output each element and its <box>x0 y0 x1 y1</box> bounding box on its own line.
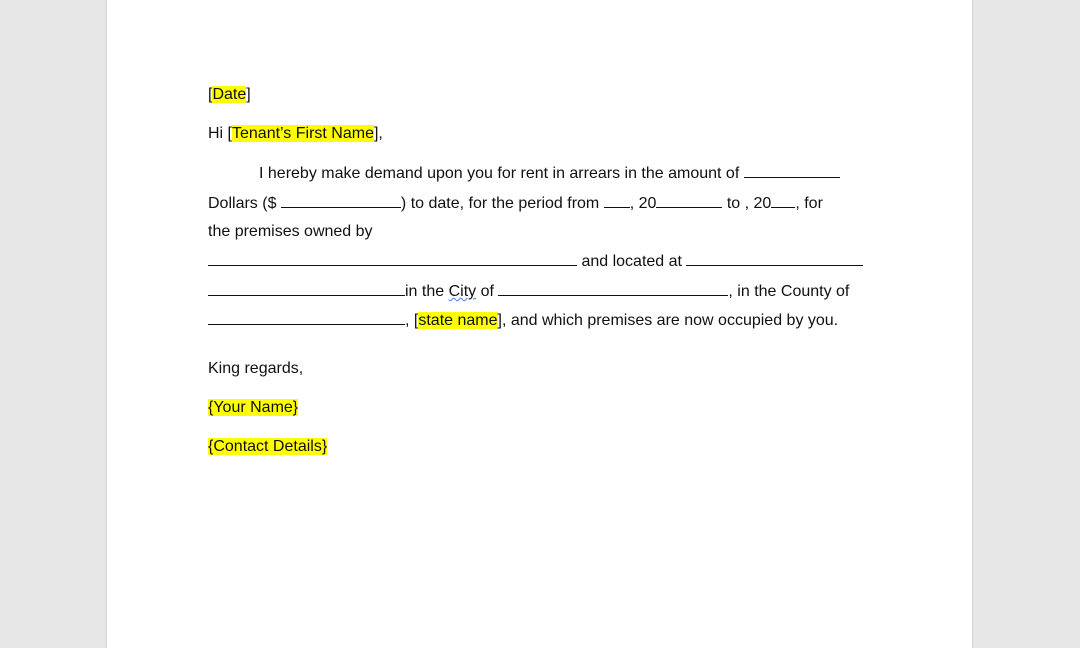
date-placeholder[interactable]: Date <box>212 86 247 103</box>
body-line-1 <box>259 163 840 184</box>
greeting-suffix: ], <box>373 125 383 142</box>
body-line-2 <box>208 193 823 214</box>
comma: , <box>405 312 410 329</box>
address-blank[interactable] <box>686 251 863 266</box>
document-page <box>106 0 973 648</box>
body-line-3: the premises owned by <box>208 223 373 240</box>
for-label: , for <box>795 195 823 212</box>
closing-line: King regards, <box>208 360 304 377</box>
to-year-blank[interactable] <box>771 193 795 208</box>
owner-blank[interactable] <box>208 251 577 266</box>
in-the-label: in the <box>405 283 445 300</box>
from-year-prefix: , 20 <box>629 195 657 212</box>
county-blank[interactable] <box>208 310 405 325</box>
from-year-blank[interactable] <box>656 193 722 208</box>
to-year-prefix: , 20 <box>744 195 772 212</box>
greeting-line <box>208 124 383 144</box>
contact-details-placeholder[interactable]: {Contact Details} <box>208 438 328 455</box>
body-line-1-text: I hereby make demand upon you for rent in arrears in the amount of <box>259 165 740 182</box>
of-label: of <box>480 283 494 300</box>
address-continued-blank[interactable] <box>208 281 405 296</box>
greeting-prefix: Hi [ <box>208 125 232 142</box>
county-label: , in the County of <box>728 283 850 300</box>
city-blank[interactable] <box>498 281 728 296</box>
your-name-placeholder[interactable]: {Your Name} <box>208 399 299 416</box>
period-label: ) to date, for the period from <box>400 195 600 212</box>
dollars-label: Dollars ($ <box>208 195 277 212</box>
body-line-6: , [state name], and which premises are now occupied by you. <box>208 310 838 331</box>
amount-blank[interactable] <box>744 163 840 178</box>
dollar-amount-blank[interactable] <box>281 193 401 208</box>
occupied-text: ], and which premises are now occupied by you. <box>497 312 839 329</box>
date-line: [Date] <box>208 86 251 103</box>
tenant-name-placeholder[interactable]: Tenant’s First Name <box>232 125 374 142</box>
state-name-placeholder[interactable]: state name <box>418 312 498 329</box>
located-at-label: and located at <box>581 253 682 270</box>
body-line-5 <box>208 281 849 302</box>
from-date-blank[interactable] <box>604 193 630 208</box>
body-line-4 <box>208 251 863 272</box>
to-label: to <box>726 195 741 212</box>
contact-details-line <box>208 437 327 457</box>
your-name-line <box>208 398 298 418</box>
city-word: City <box>448 283 477 300</box>
